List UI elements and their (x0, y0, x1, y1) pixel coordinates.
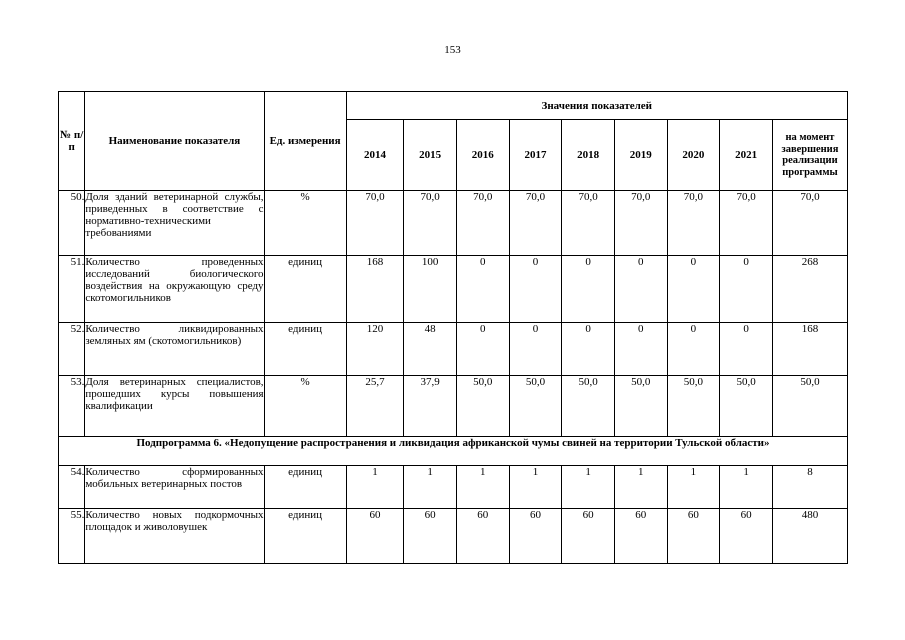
value-cell: 70,0 (562, 191, 615, 256)
value-cell: 50,0 (614, 376, 667, 437)
value-cell: 0 (614, 256, 667, 323)
value-cell: 0 (667, 323, 720, 376)
table-row (59, 256, 848, 323)
value-cell: 60 (720, 509, 773, 564)
value-cell: 70,0 (404, 191, 457, 256)
value-cell: 50,0 (509, 376, 562, 437)
value-cell: 50,0 (456, 376, 509, 437)
value-cell: 1 (509, 466, 562, 509)
col-header-year: 2014 (346, 120, 404, 191)
table-row (59, 376, 848, 437)
indicator-name: Доля ветеринарных специалистов, прошедших курсы повышения квалификации (85, 376, 264, 437)
row-number: 53. (59, 376, 85, 437)
final-value-cell: 168 (772, 323, 847, 376)
page-number: 153 (444, 44, 461, 56)
value-cell: 25,7 (346, 376, 404, 437)
col-header-name: Наименование показателя (85, 92, 264, 191)
value-cell: 1 (614, 466, 667, 509)
unit-cell: % (264, 376, 346, 437)
col-header-year: 2019 (614, 120, 667, 191)
row-number: 50. (59, 191, 85, 256)
final-value-cell: 8 (772, 466, 847, 509)
col-header-values-group: Значения показателей (346, 92, 847, 120)
value-cell: 1 (346, 466, 404, 509)
value-cell: 60 (509, 509, 562, 564)
value-cell: 0 (720, 323, 773, 376)
value-cell: 0 (562, 256, 615, 323)
indicator-name: Количество проведенных исследований биологического воздействия на окружающую среду скотомогильников (85, 256, 264, 323)
value-cell: 70,0 (614, 191, 667, 256)
col-header-year: 2021 (720, 120, 773, 191)
value-cell: 0 (456, 256, 509, 323)
value-cell: 0 (667, 256, 720, 323)
unit-cell: единиц (264, 466, 346, 509)
unit-cell: единиц (264, 256, 346, 323)
col-header-year: 2020 (667, 120, 720, 191)
value-cell: 0 (456, 323, 509, 376)
value-cell: 0 (562, 323, 615, 376)
table-row (59, 466, 848, 509)
value-cell: 60 (456, 509, 509, 564)
value-cell: 70,0 (346, 191, 404, 256)
value-cell: 1 (562, 466, 615, 509)
value-cell: 100 (404, 256, 457, 323)
value-cell: 1 (404, 466, 457, 509)
value-cell: 0 (720, 256, 773, 323)
final-value-cell: 70,0 (772, 191, 847, 256)
table-row (59, 323, 848, 376)
unit-cell: единиц (264, 509, 346, 564)
row-number: 52. (59, 323, 85, 376)
final-value-cell: 50,0 (772, 376, 847, 437)
indicators-table (58, 91, 848, 564)
final-value-cell: 268 (772, 256, 847, 323)
value-cell: 0 (509, 256, 562, 323)
value-cell: 60 (614, 509, 667, 564)
value-cell: 50,0 (667, 376, 720, 437)
col-header-year: 2015 (404, 120, 457, 191)
col-header-year: 2018 (562, 120, 615, 191)
indicator-name: Количество ликвидированных земляных ям (скотомогильников) (85, 323, 264, 376)
value-cell: 70,0 (456, 191, 509, 256)
row-number: 55. (59, 509, 85, 564)
table-row (59, 509, 848, 564)
indicator-name: Количество сформированных мобильных ветеринарных постов (85, 466, 264, 509)
col-header-unit: Ед. измерения (264, 92, 346, 191)
value-cell: 70,0 (667, 191, 720, 256)
value-cell: 1 (667, 466, 720, 509)
value-cell: 60 (667, 509, 720, 564)
value-cell: 60 (562, 509, 615, 564)
value-cell: 1 (720, 466, 773, 509)
row-number: 54. (59, 466, 85, 509)
subprogram-title: Подпрограмма 6. «Недопущение распространения и ликвидация африканской чумы свиней на территории Тульской области» (59, 437, 848, 466)
value-cell: 70,0 (720, 191, 773, 256)
indicator-name: Доля зданий ветеринарной службы, приведенных в соответствие с нормативно-техническими требованиями (85, 191, 264, 256)
value-cell: 168 (346, 256, 404, 323)
indicator-name: Количество новых подкормочных площадок и живоловушек (85, 509, 264, 564)
value-cell: 37,9 (404, 376, 457, 437)
col-header-num: № п/п (59, 92, 85, 191)
value-cell: 50,0 (562, 376, 615, 437)
value-cell: 120 (346, 323, 404, 376)
table-row (59, 191, 848, 256)
col-header-year: 2017 (509, 120, 562, 191)
value-cell: 60 (404, 509, 457, 564)
final-value-cell: 480 (772, 509, 847, 564)
header-row-1 (59, 92, 848, 120)
value-cell: 70,0 (509, 191, 562, 256)
value-cell: 60 (346, 509, 404, 564)
value-cell: 50,0 (720, 376, 773, 437)
col-header-final: на момент завершения реализации программы (772, 120, 847, 191)
value-cell: 48 (404, 323, 457, 376)
subprogram-row (59, 437, 848, 466)
unit-cell: % (264, 191, 346, 256)
value-cell: 0 (509, 323, 562, 376)
unit-cell: единиц (264, 323, 346, 376)
row-number: 51. (59, 256, 85, 323)
value-cell: 1 (456, 466, 509, 509)
col-header-year: 2016 (456, 120, 509, 191)
value-cell: 0 (614, 323, 667, 376)
